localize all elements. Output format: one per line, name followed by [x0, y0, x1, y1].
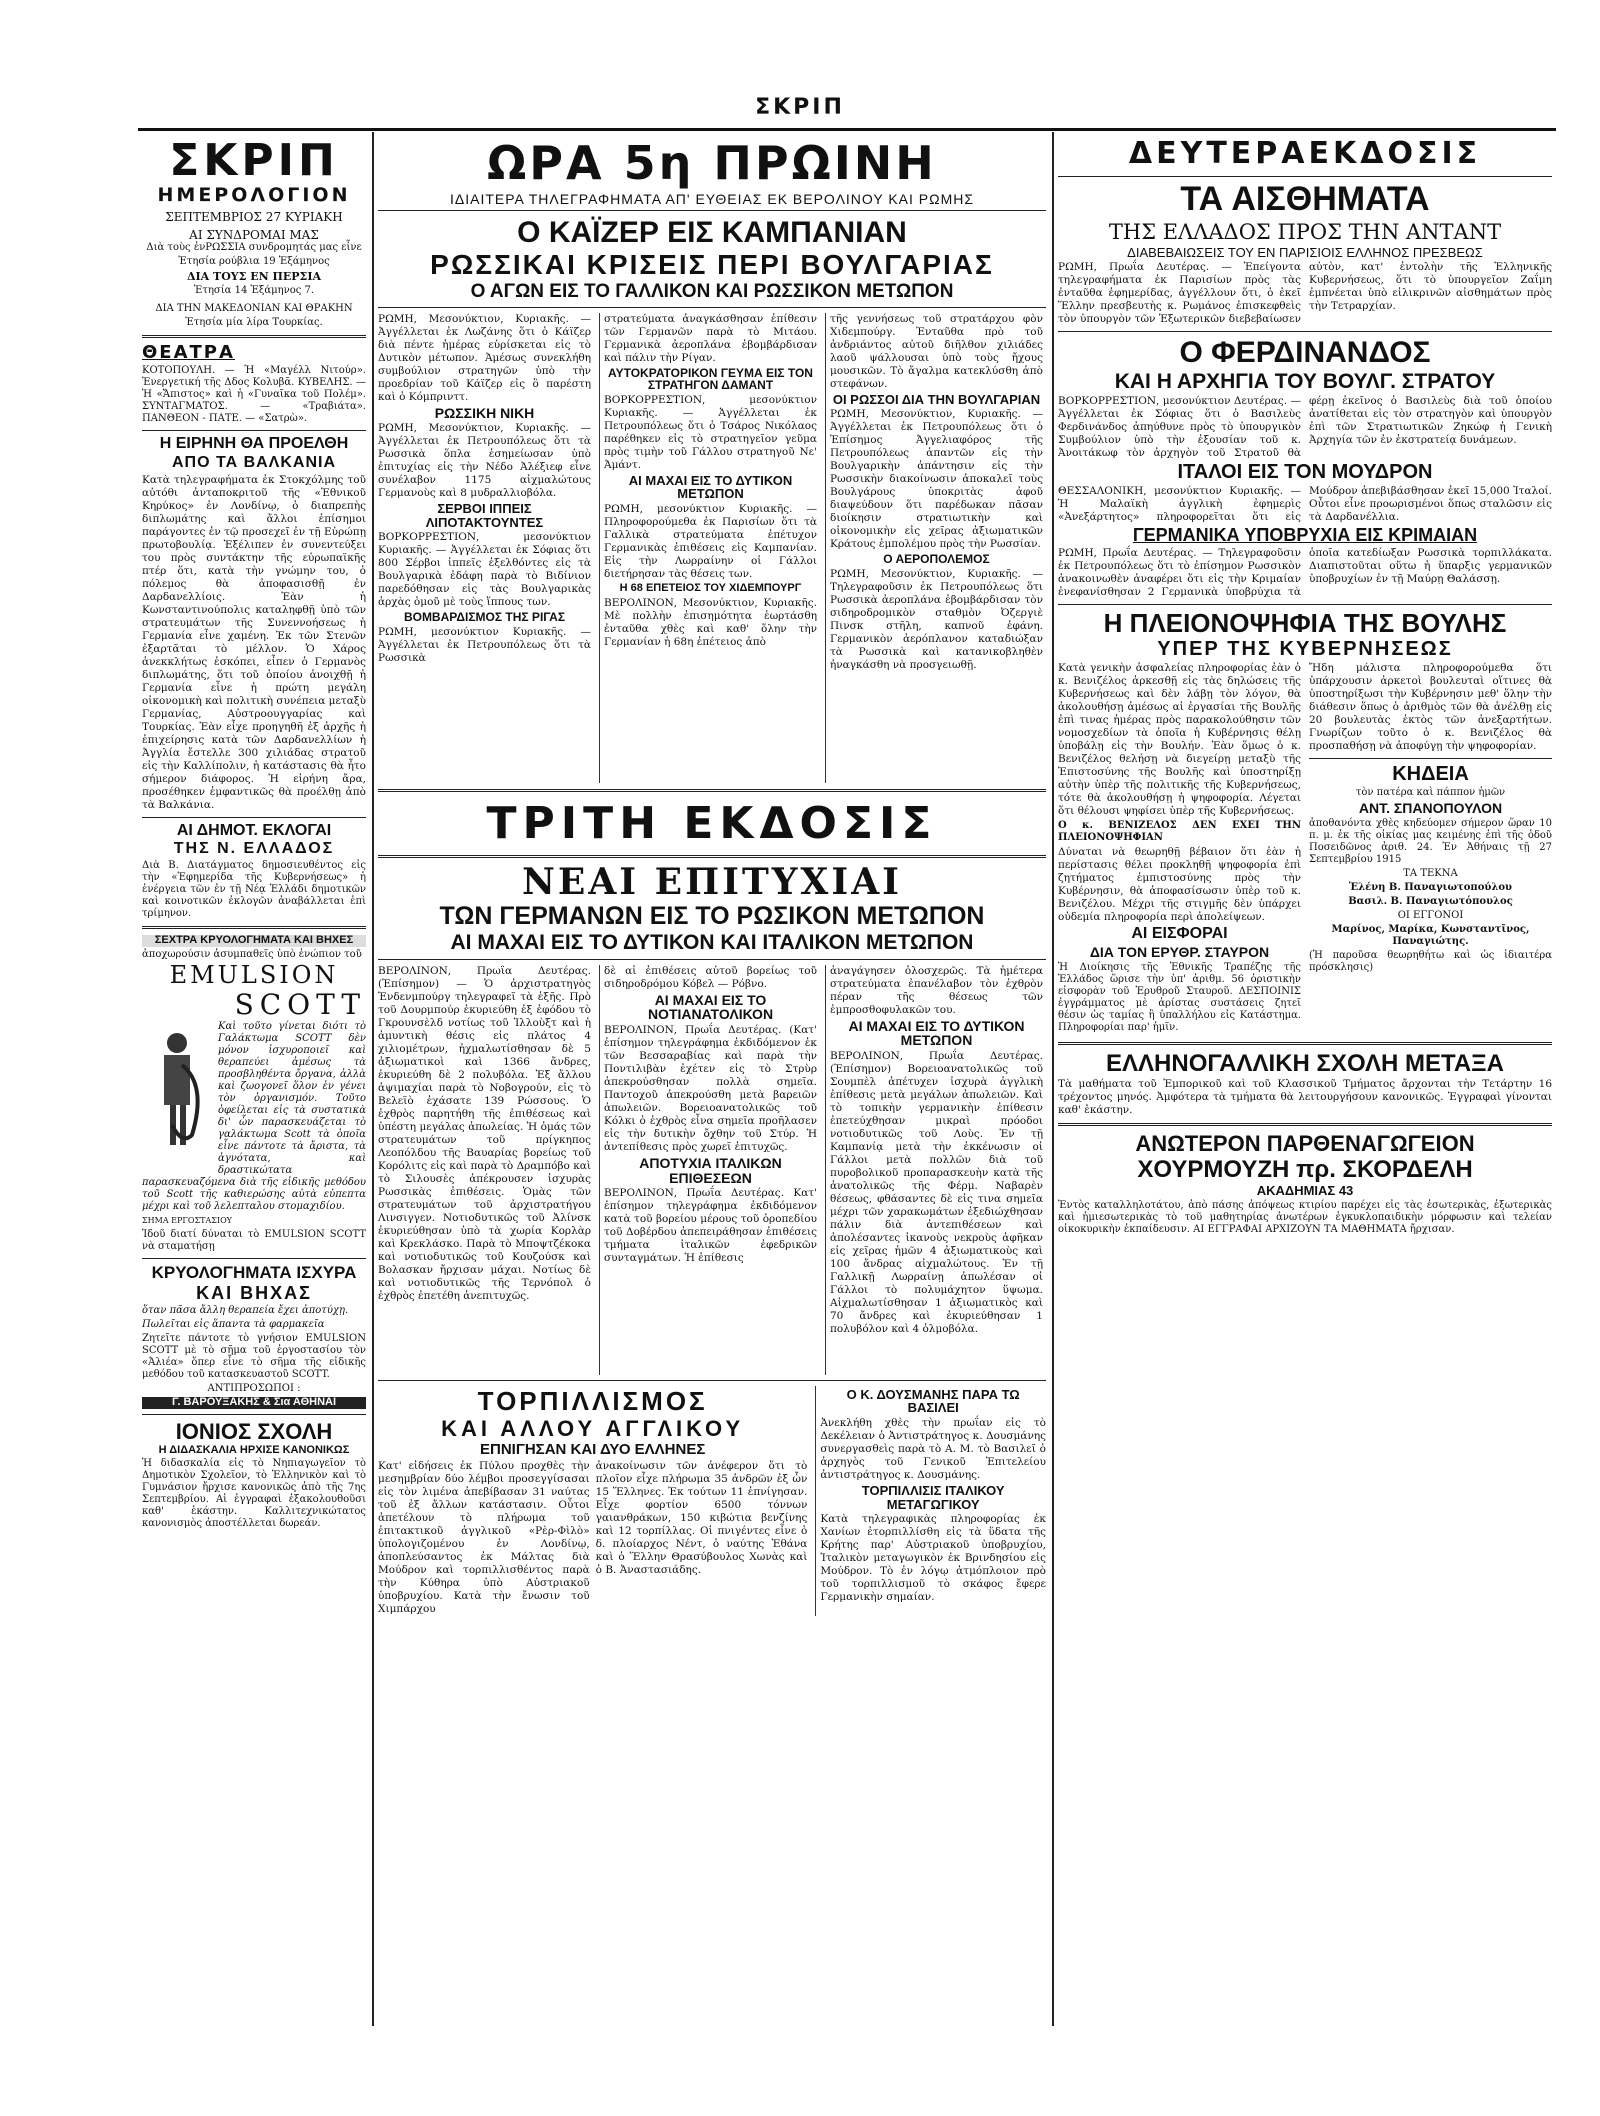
headline: Ο ΑΓΩΝ ΕΙΣ ΤΟ ΓΑΛΛΙΚΟΝ ΚΑΙ ΡΩΣΣΙΚΟΝ ΜΕΤΩΠΟΝ	[470, 280, 954, 302]
article-text: ΒΕΡΟΛΙΝΟΝ, Πρωΐα Δευτέρας. (Κατ' ἐπίσημον τηλεγράφημα ἐκδιδόμενον ἐκ τῶν Βεσσαραβίας καὶ παρὰ τὴν Ποντιλιβὰν ἐχέτεν εἰς τὸ Στρὺρ ἀπεκρούσθησαν πολλὰ σημεῖα. Παντοχοῦ ἀπεκρούσθη μετὰ βαρειῶν ἀπωλειῶν. Βορειοανατολικῶς τοῦ Κόλκι ὁ ἐχθρὸς εἶνα σημεῖα προῆλασεν εἰς τὴν δυτικὴν ὄχθην τοῦ Στύρ. Ἡ ἀντεπίθεσις πρὸς χωρεῖ ἐπιτυχῶς.	[604, 1023, 817, 1153]
middle-column	[378, 136, 1046, 2026]
funeral-text: τὸν πατέρα καὶ πάππον ἡμῶν	[1355, 787, 1506, 799]
headline: ΑΙ ΜΑΧΑΙ ΕΙΣ ΤΟ ΔΥΤΙΚΟΝ ΚΑΙ ΙΤΑΛΙΚΟΝ ΜΕΤΩΠΟΝ	[450, 930, 974, 954]
right-column	[1058, 136, 1552, 2026]
school-text: Ἡ διδασκαλία εἰς τὸ Νηπιαγωγεῖον τὸ Δημοτικὸν Σχολεῖον, τὸ Ἑλληνικὸν καὶ τὸ Γυμνάσιον ἤρχισε κανονικῶς ἀπὸ τῆς 7ης Σεπτεμβρίου. Αἱ ἐγγραφαὶ ἐξακολουθοῦσι καθ' ἑκάστην. Καλλιτεχνικώτατος κανονισμὸς ἀποστέλλεται δωρεάν.	[142, 1458, 366, 1530]
article-heading: ΒΟΜΒΑΡΔΙΣΜΟΣ ΤΗΣ ΡΙΓΑΣ	[403, 610, 566, 625]
ad-brand: EMULSION	[169, 960, 339, 989]
headline: ΔΙΑΒΕΒΑΙΩΣΕΙΣ ΤΟΥ ΕΝ ΠΑΡΙΣΙΟΙΣ ΕΛΛΗΝΟΣ ΠΡΕΣΒΕΩΣ	[1127, 244, 1483, 260]
ad-heading: ΚΡΥΟΛΟΓΗΜΑΤΑ ΙΣΧΥΡΑ	[151, 1263, 357, 1283]
subscription-line: ΔΙΑ ΤΗΝ ΜΑΚΕΔΟΝΙΑΝ ΚΑΙ ΘΡΑΚΗΝ	[155, 303, 353, 315]
article-text: τῆς γεννήσεως τοῦ στρατάρχου φὸν Χιδεμπούργ. Ἐνταῦθα πρὸ τοῦ ἀνδριάντος αὐτοῦ διῆλθον χιλιάδες λαοῦ ψάλλουσαι ὑπὸ τοὺς ἤχους μουσικῶν. Τὸ ἄγαλμα κατεκλύσθη ἀπὸ στεφάνων.	[830, 312, 1043, 390]
article-heading: Ο Κ. ΔΟΥΣΜΑΝΗΣ ΠΑΡΑ ΤΩ ΒΑΣΙΛΕΙ	[846, 1386, 1020, 1416]
subscription-line: ΔΙΑ ΤΟΥΣ ΕΝ ΠΕΡΣΙΑ	[186, 270, 322, 284]
article-text: ΘΕΣΣΑΛΟΝΙΚΗ, μεσονύκτιον Κυριακῆς. — Ἡ Μαλαϊκὴ ἀγγλικὴ ἐφημερὶς «Ἀνεξάρτητος» πληροφορεῖται ὅτι εἰς Μούδρον ἀπεβιβάσθησαν ἐκεῖ 15,000 Ἰταλοί. Οὗτοι εἶνε προωρισμένοι ὅπως σταλῶσιν εἰς τὰ Δαρδανέλλια.	[1058, 484, 1552, 523]
article-heading: ΑΥΤΟΚΡΑΤΟΡΙΚΟΝ ΓΕΥΜΑ ΕΙΣ ΤΟΝ ΣΤΡΑΤΗΓΟΝ ΔΑΜΑΝΤ	[608, 365, 813, 393]
school-subheading: Η ΔΙΔΑΣΚΑΛΙΑ ΗΡΧΙΣΕ ΚΑΝΟΝΙΚΩΣ	[158, 1443, 350, 1456]
news-column	[1309, 662, 1552, 1035]
article-text: δὲ αἱ ἐπιθέσεις αὐτοῦ βορείως τοῦ σιδηροδρόμου Κόβελ — Ρόβνο.	[604, 964, 817, 990]
headline: ΥΠΕΡ ΤΗΣ ΚΥΒΕΡΝΗΣΕΩΣ	[1157, 638, 1453, 661]
article-text: ΒΟΡΚΟΡΡΕΣΤΙΟΝ, μεσονύκτιον Κυριακῆς. — Ἀγγέλλεται ἐκ Σόφιας ὅτι 800 Σέρβοι ἱππεῖς ἐξελθόντες εἰς τὰ Βουλγαρικὰ ἐδάφη παρὰ τὸ Βιδίνιον παρεδόθησαν εἰς τὰς Βουλγαρικὰς ἀρχὰς ὁμοῦ μὲ τοὺς ἵππους των.	[378, 531, 591, 609]
ad-text: Ἐντὸς καταλληλοτάτου, ἀπὸ πάσης ἀπόψεως κτιρίου παρέχει εἰς τὰς ἐσωτερικὰς, ἐξωτερικὰς καὶ ἡμιεσωτερικὰς τὸ τοῦ μαθητηρίας ἀνωτέρων ἐγκυκλοπαιδικὴν μόρφωσιν καὶ τελείαν οἰκοκυρικὴν ἐκπαίδευσιν. ΑΙ ΕΓΓΡΑΦΑΙ ΑΡΧΙΖΟΥΝ ΤΑ ΜΑΘΗΜΑΤΑ ἤρχισαν.	[1058, 1199, 1552, 1235]
article-text: ἀναγάγησεν ὀλοσχερῶς. Τὰ ἡμέτερα στρατεύματα ἐπανέλαβον τὸν ἐχθρὸν πέραν τῆς θέσεως τῶν ἐμπροσθοφυλακῶν του.	[830, 964, 1043, 1016]
article-text: στρατεύματα ἀναγκάσθησαν ἐπίθεσιν τῶν Γερμανῶν παρὰ τὸ Μιτάου. Γερμανικὰ ἀεροπλάνα ἐβομβάρδισαν καὶ πάλιν τὴν Ρίγαν.	[604, 312, 817, 364]
funeral-text: ἀποθανόντα χθὲς κηδεύομεν σήμερον ὥραν 10 π. μ. ἐκ τῆς οἰκίας μας κειμένης ἐπὶ τῆς ὁδοῦ Ποσειδῶνος ἀριθ. 24. Ἐν Ἀθήναις τῇ 27 Σεπτεμβρίου 1915	[1309, 817, 1552, 865]
article-text: Κατ' εἰδήσεις ἐκ Πύλου προχθὲς τὴν μεσημβρίαν δύο λέμβοι προσεγγίσασαι εἰς τὸν λιμένα ἀπεβίβασαν 31 ναύτας τοῦ ἐξ ἄλλων κατάστασιν. Οὗτοι ἀπετέλουν τὸ πλήρωμα τοῦ ἐπιτακτικοῦ ἀγγλικοῦ «Ρὲρ-Φὶλὸ» ὑπολογιζομένου ἐν Λονδίνῳ, ἀποπλεύσαντος ἐκ Μάλτας διὰ Μούδρον καὶ τορπιλλισθέντος παρὰ τὴν Κύθηρα ὑπὸ Αὐστριακοῦ ὑποβρυχίου. Κατὰ τὴν ἔνωσιν τοῦ Χιμπάρχου	[378, 1459, 590, 1615]
ad-heading: ΧΟΥΡΜΟΥΖΗ πρ. ΣΚΟΡΔΕΛΗ	[1137, 1155, 1473, 1183]
headline: ΓΕΡΜΑΝΙΚΑ ΥΠΟΒΡΥΧΙΑ ΕΙΣ ΚΡΙΜΑΙΑΝ	[1132, 524, 1478, 545]
date-line: ΣΕΠΤΕΜΒΡΙΟΣ 27 ΚΥΡΙΑΚΗ	[165, 210, 343, 225]
ad-heading: ΚΑΙ ΒΗΧΑΣ	[196, 1283, 312, 1304]
article-text: ΡΩΜΗ, Πρωΐα Δευτέρας. — Ἐπείγοντα τηλεγραφήματα ἐκ Παρισίων πρὸς τὰς ἐνταῦθα ἐφημερίδας, ἀγγέλλουν ὅτι, ὁ ἐκεῖ Ἕλλην πρεσβευτὴς κ. Ρωμάνος ἐπισκεφθεὶς τὸν ὑπουργὸν τῶν Ἐξωτερικῶν διεβεβαίωσεν αὐτὸν, κατ' ἐντολὴν τῆς Ἑλληνικῆς Κυβερνήσεως, ὅτι τὸ ὑπουργεῖον Ζαΐμη ἐμπνέεται ὑπὸ εἰλικρινῶν αἰσθημάτων πρὸς τὴν Τετραρχίαν.	[1058, 261, 1552, 326]
ad-text: Πωλεῖται εἰς ἅπαντα τὰ φαρμακεῖα	[142, 1319, 325, 1331]
calendar-title: ΗΜΕΡΟΛΟΓΙΟΝ	[157, 184, 351, 207]
news-column	[825, 313, 1043, 783]
news-column	[378, 1386, 807, 1616]
ad-agent: Γ. ΒΑΡΟΥΞΑΚΗΣ & Σια ΑΘΗΝΑΙ	[142, 1397, 366, 1409]
news-column	[815, 1386, 1046, 1616]
article-text: ΡΩΜΗ, Πρωΐα Δευτέρας. — Τηλεγραφοῦσιν ἐκ Πετρουπόλεως ὅτι τὸ ἐπίσημον Ρωσσικὸν ἀνακοινωθὲν ἀναφέρει ὅτι εἰς τὴν Κριμαίαν ἐνεφανίσθησαν 2 Γερμανικὰ ὑποβρύχια τὰ ὁποῖα κατεδίωξαν Ρωσσικὰ τορπιλλάκατα. Διαπιστοῦται οὕτω ἡ ὕπαρξις γερμανικῶν ὑποβρυχίων ἐν τῇ Μαύρῃ Θαλάσσῃ.	[1058, 546, 1552, 598]
article-heading: ΑΠΟΤΥΧΙΑ ΙΤΑΛΙΚΩΝ ΕΠΙΘΕΣΕΩΝ	[639, 1154, 782, 1186]
ad-text: Ζητεῖτε πάντοτε τὸ γνήσιον EMULSION SCOTT μὲ τὸ σῆμα τοῦ ἐργοστασίου τὸν «Ἀλιέα» ὅπερ εἶνε τὸ σῆμα τῆς εἰδικῆς μεθόδου τοῦ κατασκευαστοῦ SCOTT.	[142, 1333, 366, 1381]
article-heading: ΑΙ ΕΙΣΦΟΡΑΙ	[1131, 925, 1228, 943]
headline: ΝΕΑΙ ΕΠΙΤΥΧΙΑΙ	[522, 860, 902, 903]
headline: Ο ΚΑΪΖΕΡ ΕΙΣ ΚΑΜΠΑΝΙΑΝ	[517, 215, 907, 249]
paper-title: ΣΚΡΙΠ	[169, 136, 339, 186]
headline: ΚΑΙ ΑΛΛΟΥ ΑΓΓΛΙΚΟΥ	[441, 1415, 745, 1441]
headline: ΤΑ ΑΙΣΘΗΜΑΤΑ	[1180, 180, 1430, 218]
subscription-line: Ἐτησία ρούβλια 19 Ἑξάμηνος	[178, 256, 330, 268]
ad-text: Τὰ μαθήματα τοῦ Ἐμπορικοῦ καὶ τοῦ Κλασσικοῦ Τμήματος ἄρχονται τὴν Τετάρτην 16 τρέχοντος μηνός. Ἀμφότερα τὰ τμήματα θὰ λειτουργήσουν κανονικῶς. Ἐγγραφαὶ γίνονται καθ' ἑκάστην.	[1058, 1077, 1552, 1116]
news-column	[599, 965, 817, 1375]
masthead: ΣΚΡΙΠ	[755, 95, 845, 120]
news-column	[825, 965, 1043, 1375]
article-text: ΡΩΜΗ, μεσονύκτιον Κυριακῆς. — Πληροφορούμεθα ἐκ Παρισίων ὅτι τὰ Γαλλικὰ στρατεύματα ἐπέτυχον Γερμανικὰς ἐπιθέσεις εἰς Καμπανίαν. Εἰς τὴν Λωρραίνην οἱ Γάλλοι διετήρησαν τὰς θέσεις των.	[604, 502, 817, 580]
article-text: ΒΕΡΟΛΙΝΟΝ, Πρωΐα Δευτέρας. (Ἐπίσημον) Βορειοανατολικῶς τοῦ Σουμπὲλ ἀπέτυχεν ἰσχυρὰ ἀγγλικὴ ἐπίθεσις μετὰ μεγάλων ἀπωλειῶν. Καὶ τὸ τοπικὴν γερμανικὴν ἐπίθεσιν ἐπετεύχθησαν μικραὶ πρόοδοι νοτιοδυτικῶς τοῦ Λοὺς. Ἐν τῇ Καμπανίᾳ μετὰ τὴν ἐκκένωσιν οἱ Γάλλοι μετὰ πολλῶν διὰ τοῦ πυροβολικοῦ προπαρασκευὴν κατὰ τῆς ἀνατολικῶς τῆς Φέρμ. Ναβαρὲν θέσεως, φθάσαντες δὲ εἰς τινα σημεῖα μέχρι τῶν χαρακωμάτων ἐξεδιώχθησαν πάλιν διὰ ἀντεπιθέσεων καὶ ἀπολέσαντες ἱκανοὺς νεκροὺς ἀφῆκαν εἰς χεῖρας ἡμῶν 4 ἀξιωματικοὺς καὶ 100 ἄνδρας αἰχμαλώτους. Ἐν τῇ Γαλλικῇ Λωρραίνῃ ἀπωλέσαν οἱ Γάλλοι τὸ πολυμάχητον ὕψωμα. Αἰχμαλωτίσθησαν 1 ἀξιωματικὸς καὶ 70 ἄνδρες καὶ ἐκυριεύθησαν 1 πολυβόλον καὶ 4 ὁλμοβόλα.	[830, 1049, 1043, 1335]
subscription-line: Διὰ τοὺς ἐνΡΩΣΣΙΑ συνδρομητάς μας εἶνε	[146, 242, 362, 254]
article-text: ΡΩΜΗ, Μεσονύκτιον, Κυριακῆς. — Τηλεγραφοῦσιν ἐκ Πετρουπόλεως ὅτι Ρωσσικὰ ἀεροπλάνα ἐβομβάρδισαν τὸν σιδηροδρομικὸν σταθμὸν Ὀζεργιὲ Πινσκ στῆλη, καπνοῦ ἐφάνη. Γερμανικὸν ἀερόπλανον καταδιώξαν τὰ Ρωσσικὰ καὶ κατανικοβληθὲν ἠναγκάσθη νὰ προσγειωθῇ.	[830, 567, 1043, 671]
article-text: ΡΩΜΗ, Μεσονύκτιον, Κυριακῆς. — Ἀγγέλλεται ἐκ Πετρουπόλεως ὅτι ὁ Ἐπίσημος Ἀγγελιαφόρος τῆς Πετρουπόλεως ἀπαντῶν εἰς τὴν Βουλγαρικὴν ἀπάντησιν εἰς τὴν Ρωσσικὴν διακοίνωσιν ἀποκαλεῖ τοὺς Βουλγάρους ὑποκριτὰς ἀφοῦ διαψεύδουν ὅτι παρέδωκαν πᾶσαν διοίκησιν στρατιωτικὴν καὶ οἰκονομικὴν εἰς χεῖρας ἀξιωματικῶν Κράτους ἐμπολέμου πρὸς τὴν Ρωσσίαν.	[830, 408, 1043, 551]
article-text: Διὰ Β. Διατάγματος δημοσιευθέντος εἰς τὴν «Ἐφημερίδα τῆς Κυβερνήσεως» ἡ ἐνέργεια τῶν ἐν τῇ Νέᾳ Ἑλλάδι δημοτικῶν καὶ κοινοτικῶν ἐκλογῶν ἀναβάλλεται ἐπὶ τρίμηνον.	[142, 860, 366, 920]
article-heading: ΔΙΑ ΤΟΝ ΕΡΥΘΡ. ΣΤΑΥΡΟΝ	[1089, 943, 1270, 960]
third-edition-banner: ΤΡΙΤΗ ΕΚΔΟΣΙΣ	[486, 797, 938, 849]
news-grid-top	[378, 313, 1046, 783]
theatres-text: ΚΟΤΟΠΟΥΛΗ. — Ἡ «Μαγέλλ Νιτούρ». Ἐνεργετική τῆς Δδος Κολυβᾶ. ΚΥΒΕΛΗΣ. — Ἡ «Ἄπιστος» καὶ ἡ «Γυναῖκα τοῦ Πολέμ». ΣΥΝΤΑΓΜΑΤΟΣ. — «Τραβιάτα». ΠΑΝΘΕΟΝ - ΠΑΤΕ. — «Σατρὼ».	[142, 365, 366, 425]
ad-text: Ἰδοῦ διατί δύναται τὸ EMULSION SCOTT νὰ σταματήσῃ	[142, 1229, 366, 1253]
article-text: ΒΕΡΟΛΙΝΟΝ, Πρωΐα Δευτέρας. (Ἐπίσημον) — Ὁ ἀρχιστρατηγὸς Ἐνδενμπούργ τηλεγραφεῖ τὰ ἑξῆς. Πρὸ τοῦ Δουρμπούρ ἐκυριεύθη ἐξ ἐφόδου τὸ Γκρουνσὲλδ νοτίως τοῦ Ἰλλοὺξτ καὶ ἡ ἀμυντικὴ θέσις εἰς πλάτος 4 χιλιομέτρων, ἠχμαλωτίσθησαν δὲ 5 ἀξιωματικοὶ καὶ 1366 ἄνδρες, ἐκυριεύθη δὲ 2 πολυβόλα. Ἐξ ἄλλου ἁψιμαχίαι παρὰ τὸ Νοβογρούν, εἰς τὸ Βελεϊὸ ἐχάσατε 139 Ρώσσους. Ὁ ἐχθρὸς παρητήθη τῆς ἐπιθέσεως καὶ ὑπέστη μεγάλας ἀπωλείας. Ἡ ὁμάς τῶν στρατευμάτων τοῦ πρίγκηπος Λεοπόλδου τῆς Βαυαρίας βορείως τοῦ Κορόλιτς εἰς καὶ παρὰ τὸ Δραμπόβο καὶ τὸ Σιλουσὲς ἀπέκρουσεν ἰσχυρὰς Ρωσσικὰς ἐπιθέσεις. Ὁμὰς τῶν στρατευμάτων τοῦ ἀρχιστρατήγου Λινσιγγεν. Νοτιοδυτικῶς τοῦ Ἀλίνσκ ἐκυριεύθησαν ὑπὸ τὰ χωρία Κορλὰρ καὶ Κρεκλάσκο. Παρὰ τὸ Μποψτζέκοκα καὶ νοτιοδυτικῶς τοῦ Κουζούσκ καὶ Βολασκαν ἤρχισαν μάχαι. Νοτίως δὲ καὶ νοτιοδυτικῶς τῆς Τερνόπολ ὁ ἐχθρὸς ἐπετέθη ἀνεπιτυχῶς.	[378, 964, 591, 1302]
parliament-columns	[1058, 662, 1552, 1035]
ad-text: ΑΝΤΙΠΡΟΣΩΠΟΙ :	[207, 1383, 301, 1395]
article-heading: Η ΕΙΡΗΝΗ ΘΑ ΠΡΟΕΛΘΗ	[159, 435, 349, 453]
article-text: Κατὰ τηλεγραφικὰς πληροφορίας ἐκ Χανίων ἐτορπιλλίσθη εἰς τὰ ὕδατα τῆς Κρήτης παρ' Αὐστριακοῦ ὑποβρυχίου, Ἰταλικὸν μεταγωγικὸν ἐκ Βρινδησίου εἰς Μούδρον. Τὸ ἐν λόγῳ ἀτμόπλοιον πρὸ τοῦ τορπιλλισμοῦ τὸ σκάφος ἔφερε Γερμανικὴν σημαίαν.	[820, 1513, 1046, 1604]
article-heading: Ο ΑΕΡΟΠΟΛΕΜΟΣ	[883, 552, 990, 567]
funeral-name: ΑΝΤ. ΣΠΑΝΟΠΟΥΛΟΝ	[1358, 800, 1503, 817]
subscriptions-heading: ΑΙ ΣΥΝΔΡΟΜΑΙ ΜΑΣ	[189, 228, 319, 243]
article-heading: ΑΙ ΜΑΧΑΙ ΕΙΣ ΤΟ ΝΟΤΙΑΝΑΤΟΛΙΚΟΝ	[647, 991, 774, 1023]
school-heading: ΙΟΝΙΟΣ ΣΧΟΛΗ	[175, 1418, 333, 1444]
article-text: Κατὰ τηλεγραφήματα ἐκ Στοκχόλμης τοῦ αὐτόθι ἀνταποκριτοῦ τῆς «Ἐθνικοῦ Κηρύκος» ἐν Λονδίνῳ, ὁ διαπρεπὴς διπλωμάτης καὶ ἄλλοι ἐπίσημοι παράγοντες ἐν τῷ προσεχεῖ ἐν τῇ Εὐρώπῃ πρωτοβουλίᾳ. Ἐξέλιπεν ἐν συνεντεύξει του πρὸς συντάκτην τῆς εὐρωπαϊκῆς πτέρ ὅτι, κατὰ τὴν γνώμην του, ὁ πόλεμος θὰ ἀποφασισθῇ ἐν Δαρδανελλίοις. Ἐὰν ἡ Κωνσταντινούπολις καταληφθῇ ὑπὸ τῶν στρατευμάτων τῆς Συνεννοήσεως ἡ Γερμανία εἶνε χαμένη. Ἐκ τῶν Στενῶν ἐξαρτᾶται τὸ μέλλον. Ὁ Χάρος ἀνεκκλήτως ἐσκόπει, εἶπεν ὁ Γερμανὸς διπλωμάτης, ὅτι τοῦ ὁποίου ἀνοιχθῇ ἡ Γερμανία εἶνε ἡ πρώτη μεγάλη οἰκονομικὴ καὶ πολιτικὴ συνέπεια μεταξὺ Γερμανίας, Αὐστροουγγαρίας καὶ Τουρκίας. Ἐὰν εἶχε προηγηθῆ ἐξ ἀρχῆς ἡ ἐπιχείρησις κατὰ τῶν Δαρδανελλίων ἡ Ἀγγλία ἔστελλε 300 χιλιάδας στρατοῦ εἰς τὴν Καλλίπολιν, ἡ κατάστασις θὰ ἦτο σήμερον διάφορος. Ἡ εἰρήνη ἄρα, προσέθηκεν ἐμφαντικῶς θὰ προέλθῃ ἀπὸ τὰ Βαλκάνια.	[142, 473, 366, 811]
news-column	[378, 313, 591, 783]
article-text: Δύναται νὰ θεωρηθῇ βέβαιον ὅτι ἐὰν ἡ περίστασις θέλει προκληθῇ ψηφοφορία ἐπὶ ζητήματος ἐμπιστοσύνης πρὸς τὴν Κυβέρνησιν, θὰ ἀποφασίσωσιν ὑπὲρ τοῦ κ. Βενιζέλου. Μέχρι τῆς στιγμῆς δὲν ὑπάρχει οὐδεμία πληροφορία περὶ ἀπολείψεων.	[1058, 846, 1301, 924]
article-heading: ΡΩΣΣΙΚΗ ΝΙΚΗ	[434, 404, 535, 421]
ad-label: ΣΗΜΑ ΕΡΓΟΣΤΑΣΙΟΥ	[142, 1216, 232, 1226]
article-text: Ἤδη μάλιστα πληροφορούμεθα ὅτι ὑπάρχουσιν ἀρκετοὶ βουλευταὶ οἵτινες θὰ ὑποστηρίξωσι τὴν Κυβέρνησιν μεθ' ὅλην τὴν διάθεσιν ὅπως ὁ ἀριθμὸς τῶν θὰ ἀνέλθῃ εἰς 20 βουλευτὰς ἐκτὸς τῶν ἀνεξαρτήτων. Γνωρίζων τοῦτο ὁ κ. Βενιζέλος θὰ προσπαθήσῃ νὰ ἀποφύγῃ τὴν ψηφοφορίαν.	[1309, 662, 1552, 753]
second-edition-banner: ΔΕΥΤΕΡΑΕΚΔΟΣΙΣ	[1128, 136, 1482, 171]
article-heading: Η 68 ΕΠΕΤΕΙΟΣ ΤΟΥ ΧΙΔΕΜΠΟΥΡΓ	[619, 581, 802, 594]
headline: ΤΗΣ ΕΛΛΑΔΟΣ ΠΡΟΣ ΤΗΝ ΑΝΤΑΝΤ	[1108, 219, 1502, 244]
article-heading: ΑΙ ΜΑΧΑΙ ΕΙΣ ΤΟ ΔΥΤΙΚΟΝ ΜΕΤΩΠΟΝ	[848, 1017, 1025, 1049]
column-rule	[372, 132, 374, 2026]
article-text: ἀνακοίνωσιν τῶν ἀνέφερον ὅτι τὸ πλοῖον εἶχε πλήρωμα 35 ἀνδρῶν ἐξ ὧν 15 Ἕλληνες. Ἐκ τούτων 11 ἐπνίγησαν. Εἶχε φορτίον 6500 τόννων γαιανθράκων, 150 κιβώτια βενζίνης καὶ 12 τορπίλλας. Οἱ πνιγέντες εἶνε ὁ δ. πλοίαρχος Νέντ, ὁ ναύτης Ἐθάνα καὶ ὁ Ἕλλην Θρασύβουλος Χωνὰς καὶ ὁ Β. Ἀναστασιάδης.	[595, 1459, 808, 1576]
article-text: ΡΩΜΗ, μεσονύκτιον Κυριακῆς. — Ἀγγέλλεται ἐκ Πετρουπόλεως ὅτι τὰ Ρωσσικὰ	[378, 626, 591, 665]
headline: Η ΠΛΕΙΟΝΟΨΗΦΙΑ ΤΗΣ ΒΟΥΛΗΣ	[1103, 607, 1507, 638]
funeral-text: Μαρίνος, Μαρίκα, Κωνσταντῖνος, Παναγιώτης.	[1331, 923, 1530, 947]
funeral-text: (Ἡ παροῦσα θεωρηθήτω καὶ ὡς ἰδιαιτέρα πρόσκλησις)	[1309, 949, 1552, 973]
theatres-heading: ΘΕΑΤΡΑ	[142, 342, 235, 364]
article-text: ΒΟΡΚΟΡΡΕΣΤΙΟΝ, μεσονύκτιον Κυριακῆς. — Ἀγγέλλεται ἐκ Πετρουπόλεως ὅτι ὁ Τσάρος Νικόλαος παρέθηκεν εἰς τὸ στρατηγεῖον γεῦμα πρὸς τιμὴν τοῦ Γάλλου στρατηγοῦ Νε' Ἀμάντ.	[604, 393, 817, 471]
headline: ΙΤΑΛΟΙ ΕΙΣ ΤΟΝ ΜΟΥΔΡΟΝ	[1177, 460, 1433, 483]
funeral-heading: ΚΗΔΕΙΑ	[1392, 763, 1469, 786]
left-column	[142, 136, 366, 2026]
article-text: Ἡ Διοίκησις τῆς Ἐθνικῆς Τραπέζης τῆς Ἑλλάδος ὥρισε τὴν ὑπ' ἀριθμ. 56 ὁριστικὴν εἰσφορὰν τοῦ Ἐρυθροῦ Σταυροῦ. ΔΕΣΠΟΙΝΙΣ ἐγγράμματος μὲ ἀρίστας συστάσεις ζητεῖ θέσιν ὡς ταμίας ἢ ὑπαλλήλου εἰς Κατάστημα. Πληροφορίαι παρ' ἡμῖν.	[1058, 961, 1301, 1033]
subscription-line: Ἐτησία 14 Ἑξάμηνος 7.	[193, 285, 315, 297]
article-heading: ΑΙ ΔΗΜΟΤ. ΕΚΛΟΓΑΙ	[176, 821, 332, 839]
subscription-line: Ἐτησία μία λίρα Τουρκίας.	[185, 317, 323, 329]
funeral-text: ΤΑ ΤΕΚΝΑ	[1403, 867, 1458, 879]
funeral-text: ΟΙ ΕΓΓΟΝΟΙ	[1397, 909, 1464, 921]
fisherman-illustration	[142, 1025, 212, 1165]
column-rule	[1052, 132, 1054, 2026]
news-column	[1058, 662, 1301, 1035]
article-text: ΒΟΡΚΟΡΡΕΣΤΙΟΝ, μεσονύκτιον Δευτέρας. — Ἀγγέλλεται ἐκ Σόφιας ὅτι ὁ Βασιλεὺς Φερδινάνδος ἀπηύθυνε πρὸς τὸ ὑπουργικὸν Συμβούλιον ὑπὸ τὴν ἐξουσίαν τοῦ κ. Ἀνοιτάκωφ τὸν ἀρχηγὸν τοῦ Στρατοῦ θὰ φέρῃ ἐκεῖνος ὁ Βασιλεὺς διὰ τοῦ ὁποίου ἀνατίθεται εἰς τὸν στρατηγὸν καὶ ὑπουργὸν ἐπὶ τῶν Στρατιωτικῶν Ζηκώφ ἡ Γενικὴ Ἀρχηγία τῶν ἐν ἐκστρατείᾳ δυνάμεων.	[1058, 394, 1552, 459]
headline: ΕΠΝΙΓΗΣΑΝ ΚΑΙ ΔΥΟ ΕΛΛΗΝΕΣ	[480, 1441, 706, 1458]
article-text: ΡΩΜΗ, Μεσονύκτιον, Κυριακῆς. — Ἀγγέλλεται ἐκ Λωζάνης ὅτι ὁ Κάϊζερ διὰ πέντε ἡμέρας εὑρίσκεται εἰς τὸ Δυτικὸν μέτωπον. Ἀμέσως συνεκλήθη συμβούλιον στρατηγῶν ὑπὸ τὴν προεδρίαν τοῦ Κάϊζερ εἰς ὃ παρέστη καὶ ὁ Κόμπρινττ.	[378, 312, 591, 403]
news-column	[378, 965, 591, 1375]
edition-banner: ΩΡΑ 5η ΠΡΩΙΝΗ	[487, 136, 937, 190]
ad-address: ΑΚΑΔΗΜΙΑΣ 43	[1256, 1183, 1354, 1199]
ad-text: ἀποχωρούσιν ἀσυμπαθεῖς ὑπὸ ἐνώπιον τοῦ	[142, 948, 362, 960]
headline: Ο ΦΕΡΔΙΝΑΝΔΟΣ	[1179, 336, 1431, 370]
ad-heading: ΑΝΩΤΕΡΟΝ ΠΑΡΘΕΝΑΓΩΓΕΙΟΝ	[1135, 1130, 1475, 1156]
article-text: ΒΕΡΟΛΙΝΟΝ, Μεσονύκτιον, Κυριακῆς. Μὲ πολλὴν ἐπισημότητα ἑωρτάσθη ἐνταῦθα χθὲς καὶ καθ' ὅλην τὴν Γερμανίαν ἡ 68η ἐπέτειος ἀπὸ	[604, 596, 817, 648]
article-heading: ΣΕΡΒΟΙ ΙΠΠΕΙΣ ΛΙΠΟΤΑΚΤΟΥΝΤΕΣ	[425, 501, 544, 530]
headline: ΤΩΝ ΓΕΡΜΑΝΩΝ ΕΙΣ ΤΟ ΡΩΣΙΚΟΝ ΜΕΤΩΠΟΝ	[439, 902, 985, 931]
funeral-text: Ἑλένη Β. Παναγιωτοπούλου	[1349, 881, 1512, 893]
article-text: Κατὰ γενικὴν ἀσφαλείας πληροφορίας ἐὰν ὁ κ. Βενιζέλος ἀρκεσθῇ εἰς τὰς δηλώσεις τῆς Κυβερνήσεως καὶ δὲν λάβῃ τὸν λόγον, θὰ ἀκολουθήσῃ ἀμέσως αἱ ἐργασίαι τῆς Βουλῆς ἐπὶ τινας ἡμέρας πρὸς παρακολούθησιν τῶν νομοσχεδίων τὰ ὁποῖα ἡ Κυβέρνησις θέλῃ ὑποβάλῃ εἰς τὴν Βουλήν. Ἐὰν ὅμως ὁ κ. Βενιζέλος θελήσῃ νὰ διεγείρῃ μεταξὺ τῆς Ἐπιστοσύνης τῆς Βουλῆς καὶ ὑποστηρίξῃ αὐτὴν ὑπὲρ τῆς πολιτικῆς τῆς Κυβερνήσεως, τότε θὰ ἀκολουθήσῃ ἡ ψηφοφορία. Λέγεται ὅτι θέλουσι ψηφίσει ὑπὲρ τῆς Κυβερνήσεως.	[1058, 662, 1301, 818]
article-text: ΡΩΜΗ, Μεσονύκτιον, Κυριακῆς. — Ἀγγέλλεται ἐκ Πετρουπόλεως ὅτι τὰ Ρωσσικὰ ὅπλα ἐσημείωσαν ὑπὸ ἐπιτυχίας εἰς τὴν Νέδο Ἀλέξιεφ εἶνε συνέλαβον 1175 αἰχμαλώτους Γερμανοὺς καὶ 8 μυδραλλιοβόλα.	[378, 422, 591, 500]
ad-text: ὅταν πᾶσα ἄλλη θεραπεία ἔχει ἀποτύχῃ.	[142, 1305, 349, 1317]
article-heading: ΟΙ ΡΩΣΣΟΙ ΔΙΑ ΤΗΝ ΒΟΥΛΓΑΡΙΑΝ	[832, 391, 1041, 407]
article-subheading: Ο κ. ΒΕΝΙΖΕΛΟΣ ΔΕΝ ΕΧΕΙ ΤΗΝ ΠΛΕΙΟΝΟΨΗΦΙΑΝ	[1058, 820, 1301, 844]
news-column	[599, 313, 817, 783]
ad-text: Καὶ τοῦτο γίνεται διότι τὸ Γαλάκτωμα SCOTT δὲν μόνον ἰσχυροποιεῖ καὶ θεραπεύει ἀμέσως τὰ προσβληθέντα ὄργανα, ἀλλὰ καὶ ζωογονεῖ ὅλον ἐν γένει τὸν ὀργανισμόν. Τοῦτο ὀφείλεται εἰς τὰ συστατικὰ δι' ὧν παρασκευάζεται τὸ γαλάκτωμα Scott τὰ ὁποῖα εἶνε πάντοτε τὰ ἄριστα, τὰ ἁγνότατα, καὶ δραστικώτατα παρασκευαζόμενα διὰ τῆς εἰδικῆς μεθόδου τοῦ Scott τῆς καθιερώσης αὐτὰ εὐπεπτα μέχρι καὶ τοῦ λελεπταλου στομαχιδίου.	[142, 1021, 366, 1213]
article-heading: ΤΗΣ Ν. ΕΛΛΑΔΟΣ	[173, 840, 335, 858]
article-text: ΒΕΡΟΛΙΝΟΝ, Πρωΐα Δευτέρας. Κατ' ἐπίσημον τηλεγράφημα ἐκδιδόμενον κατὰ τοῦ βορείου μέρους τοῦ ὀροπεδίου τοῦ Δοβέρδου ἀπεπειράθησαν ἐπιθέσεις τμήματα ἰταλικῶν ἐφεδρικῶν συνταγμάτων. Ἡ ἐπίθεσις	[604, 1187, 817, 1265]
headline: ΚΑΙ Η ΑΡΧΗΓΙΑ ΤΟΥ ΒΟΥΛΓ. ΣΤΡΑΤΟΥ	[1114, 369, 1496, 393]
article-heading: ΤΟΡΠΙΛΛΙΣΙΣ ΙΤΑΛΙΚΟΥ ΜΕΤΑΓΩΓΙΚΟΥ	[861, 1482, 1005, 1512]
banner-subtitle: ΙΔΙΑΙΤΕΡΑ ΤΗΛΕΓΡΑΦΗΜΑΤΑ ΑΠ' ΕΥΘΕΙΑΣ ΕΚ ΒΕΡΟΛΙΝΟΥ ΚΑΙ ΡΩΜΗΣ	[378, 192, 1046, 211]
article-heading: ΑΠΟ ΤΑ ΒΑΛΚΑΝΙΑ	[171, 453, 337, 471]
news-grid-bottom	[378, 1386, 1046, 1616]
headline: ΤΟΡΠΙΛΛΙΣΜΟΣ	[477, 1385, 708, 1416]
funeral-text: Βασιλ. Β. Παναγιωτόπουλος	[1348, 895, 1513, 907]
ad-brand: SCOTT	[234, 987, 366, 1021]
ad-heading: ΕΛΛΗΝΟΓΑΛΛΙΚΗ ΣΧΟΛΗ ΜΕΤΑΞΑ	[1106, 1049, 1504, 1077]
headline: ΡΩΣΣΙΚΑΙ ΚΡΙΣΕΙΣ ΠΕΡΙ ΒΟΥΛΓΑΡΙΑΣ	[430, 249, 994, 281]
article-text: Ἀνεκλήθη χθὲς τὴν πρωΐαν εἰς τὸ Δεκέλειαν ὁ Ἀντιστράτηγος κ. Δουσμάνης συνεργασθεὶς παρὰ τὸ Α. Μ. τὸ Βασιλεῖ ὁ ἀρχηγὸς τοῦ Γενικοῦ Ἐπιτελείου ἀντιστράτηγος κ. Δουσμάνης.	[820, 1416, 1046, 1481]
news-grid-middle	[378, 965, 1046, 1375]
ad-heading: ΣΕΧΤΡΑ ΚΡΥΟΛΟΓΗΜΑΤΑ ΚΑΙ ΒΗΧΕΣ	[142, 935, 366, 947]
article-heading: ΑΙ ΜΑΧΑΙ ΕΙΣ ΤΟ ΔΥΤΙΚΟΝ ΜΕΤΩΠΟΝ	[628, 472, 793, 502]
